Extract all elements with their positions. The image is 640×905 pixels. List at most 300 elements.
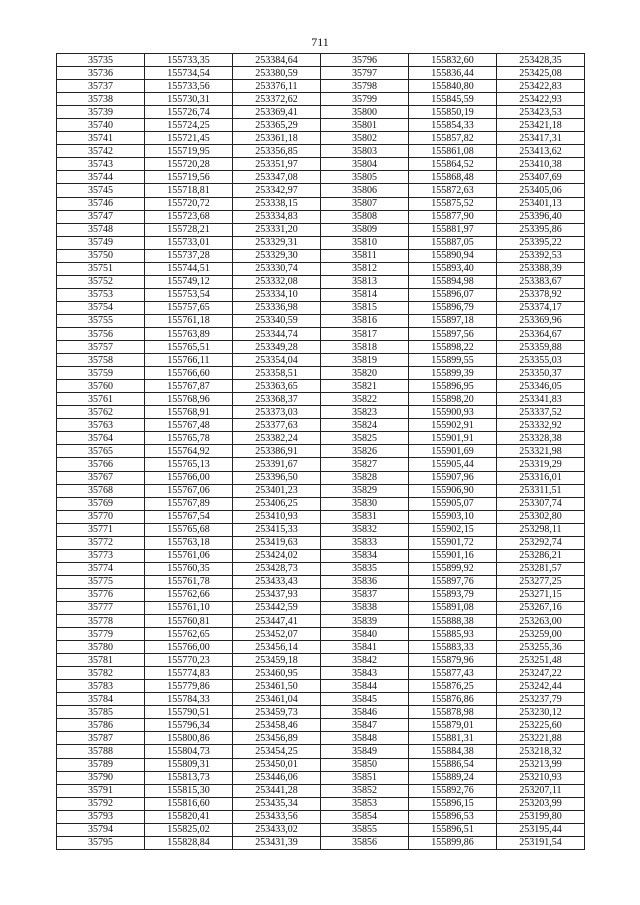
point-number-left-cell: 35737 — [57, 80, 145, 93]
x-coordinate-left-cell: 155767,54 — [145, 510, 233, 523]
table-row — [57, 354, 585, 367]
y-coordinate-left-cell: 253334,83 — [233, 210, 321, 223]
table-row — [57, 145, 585, 158]
point-number-left-cell: 35779 — [57, 628, 145, 641]
y-coordinate-right-cell: 253346,05 — [497, 380, 585, 393]
y-coordinate-left-cell: 253446,06 — [233, 771, 321, 784]
x-coordinate-right-cell: 155897,56 — [409, 327, 497, 340]
table-row — [57, 393, 585, 406]
y-coordinate-right-cell: 253332,92 — [497, 419, 585, 432]
x-coordinate-right-cell: 155893,40 — [409, 262, 497, 275]
point-number-left-cell: 35744 — [57, 171, 145, 184]
x-coordinate-right-cell: 155883,33 — [409, 641, 497, 654]
point-number-right-cell: 35799 — [321, 93, 409, 106]
y-coordinate-left-cell: 253382,24 — [233, 432, 321, 445]
x-coordinate-right-cell: 155879,96 — [409, 654, 497, 667]
point-number-left-cell: 35786 — [57, 719, 145, 732]
y-coordinate-right-cell: 253271,15 — [497, 588, 585, 601]
y-coordinate-right-cell: 253218,32 — [497, 745, 585, 758]
y-coordinate-right-cell: 253281,57 — [497, 562, 585, 575]
x-coordinate-left-cell: 155730,31 — [145, 93, 233, 106]
point-number-right-cell: 35822 — [321, 393, 409, 406]
x-coordinate-right-cell: 155881,31 — [409, 732, 497, 745]
point-number-left-cell: 35773 — [57, 549, 145, 562]
y-coordinate-right-cell: 253369,96 — [497, 314, 585, 327]
y-coordinate-right-cell: 253395,22 — [497, 236, 585, 249]
table-row — [57, 93, 585, 106]
point-number-left-cell: 35748 — [57, 223, 145, 236]
x-coordinate-right-cell: 155894,98 — [409, 275, 497, 288]
y-coordinate-right-cell: 253307,74 — [497, 497, 585, 510]
point-number-right-cell: 35853 — [321, 797, 409, 810]
x-coordinate-left-cell: 155765,78 — [145, 432, 233, 445]
point-number-right-cell: 35856 — [321, 836, 409, 849]
point-number-right-cell: 35828 — [321, 471, 409, 484]
x-coordinate-right-cell: 155885,93 — [409, 628, 497, 641]
x-coordinate-left-cell: 155766,00 — [145, 471, 233, 484]
point-number-right-cell: 35801 — [321, 119, 409, 132]
point-number-right-cell: 35854 — [321, 810, 409, 823]
point-number-right-cell: 35852 — [321, 784, 409, 797]
point-number-left-cell: 35764 — [57, 432, 145, 445]
point-number-right-cell: 35832 — [321, 523, 409, 536]
point-number-left-cell: 35794 — [57, 823, 145, 836]
table-row — [57, 132, 585, 145]
y-coordinate-left-cell: 253437,93 — [233, 588, 321, 601]
table-row — [57, 54, 585, 67]
point-number-left-cell: 35735 — [57, 54, 145, 67]
point-number-left-cell: 35787 — [57, 732, 145, 745]
table-row — [57, 562, 585, 575]
y-coordinate-left-cell: 253391,67 — [233, 458, 321, 471]
table-row — [57, 445, 585, 458]
x-coordinate-right-cell: 155836,44 — [409, 67, 497, 80]
table-row — [57, 641, 585, 654]
x-coordinate-left-cell: 155737,28 — [145, 249, 233, 262]
point-number-left-cell: 35772 — [57, 536, 145, 549]
x-coordinate-left-cell: 155726,74 — [145, 106, 233, 119]
y-coordinate-left-cell: 253368,37 — [233, 393, 321, 406]
point-number-right-cell: 35825 — [321, 432, 409, 445]
y-coordinate-left-cell: 253435,34 — [233, 797, 321, 810]
y-coordinate-left-cell: 253460,95 — [233, 667, 321, 680]
table-row — [57, 536, 585, 549]
y-coordinate-left-cell: 253459,73 — [233, 706, 321, 719]
y-coordinate-left-cell: 253450,01 — [233, 758, 321, 771]
x-coordinate-right-cell: 155886,54 — [409, 758, 497, 771]
point-number-right-cell: 35841 — [321, 641, 409, 654]
point-number-left-cell: 35763 — [57, 419, 145, 432]
point-number-left-cell: 35793 — [57, 810, 145, 823]
x-coordinate-right-cell: 155879,01 — [409, 719, 497, 732]
coordinates-table — [56, 53, 585, 850]
y-coordinate-right-cell: 253316,01 — [497, 471, 585, 484]
y-coordinate-right-cell: 253255,36 — [497, 641, 585, 654]
point-number-right-cell: 35849 — [321, 745, 409, 758]
y-coordinate-right-cell: 253221,88 — [497, 732, 585, 745]
y-coordinate-left-cell: 253456,14 — [233, 641, 321, 654]
y-coordinate-right-cell: 253251,48 — [497, 654, 585, 667]
y-coordinate-right-cell: 253259,00 — [497, 628, 585, 641]
x-coordinate-left-cell: 155763,18 — [145, 536, 233, 549]
y-coordinate-left-cell: 253424,02 — [233, 549, 321, 562]
point-number-left-cell: 35789 — [57, 758, 145, 771]
point-number-right-cell: 35840 — [321, 628, 409, 641]
table-row — [57, 327, 585, 340]
y-coordinate-right-cell: 253311,51 — [497, 484, 585, 497]
point-number-right-cell: 35821 — [321, 380, 409, 393]
point-number-right-cell: 35809 — [321, 223, 409, 236]
y-coordinate-right-cell: 253328,38 — [497, 432, 585, 445]
table-row — [57, 601, 585, 614]
x-coordinate-right-cell: 155899,55 — [409, 354, 497, 367]
point-number-right-cell: 35823 — [321, 406, 409, 419]
y-coordinate-right-cell: 253395,86 — [497, 223, 585, 236]
table-row — [57, 497, 585, 510]
table-row — [57, 588, 585, 601]
point-number-right-cell: 35831 — [321, 510, 409, 523]
y-coordinate-left-cell: 253356,85 — [233, 145, 321, 158]
point-number-left-cell: 35788 — [57, 745, 145, 758]
x-coordinate-left-cell: 155784,33 — [145, 693, 233, 706]
table-row — [57, 575, 585, 588]
table-row — [57, 419, 585, 432]
x-coordinate-left-cell: 155760,81 — [145, 615, 233, 628]
y-coordinate-left-cell: 253331,20 — [233, 223, 321, 236]
x-coordinate-left-cell: 155820,41 — [145, 810, 233, 823]
point-number-left-cell: 35756 — [57, 327, 145, 340]
x-coordinate-right-cell: 155898,22 — [409, 341, 497, 354]
y-coordinate-left-cell: 253365,29 — [233, 119, 321, 132]
x-coordinate-left-cell: 155800,86 — [145, 732, 233, 745]
coordinates-table-body — [57, 54, 585, 850]
point-number-left-cell: 35749 — [57, 236, 145, 249]
y-coordinate-left-cell: 253332,08 — [233, 275, 321, 288]
table-row — [57, 236, 585, 249]
point-number-right-cell: 35836 — [321, 575, 409, 588]
y-coordinate-left-cell: 253452,07 — [233, 628, 321, 641]
point-number-right-cell: 35807 — [321, 197, 409, 210]
table-row — [57, 549, 585, 562]
y-coordinate-right-cell: 253298,11 — [497, 523, 585, 536]
y-coordinate-right-cell: 253302,80 — [497, 510, 585, 523]
y-coordinate-right-cell: 253378,92 — [497, 288, 585, 301]
point-number-left-cell: 35775 — [57, 575, 145, 588]
point-number-left-cell: 35769 — [57, 497, 145, 510]
point-number-left-cell: 35758 — [57, 354, 145, 367]
x-coordinate-right-cell: 155876,86 — [409, 693, 497, 706]
x-coordinate-right-cell: 155889,24 — [409, 771, 497, 784]
x-coordinate-left-cell: 155765,51 — [145, 341, 233, 354]
x-coordinate-left-cell: 155753,54 — [145, 288, 233, 301]
x-coordinate-right-cell: 155896,79 — [409, 301, 497, 314]
x-coordinate-right-cell: 155864,52 — [409, 158, 497, 171]
table-row — [57, 823, 585, 836]
y-coordinate-right-cell: 253413,62 — [497, 145, 585, 158]
point-number-left-cell: 35791 — [57, 784, 145, 797]
y-coordinate-right-cell: 253422,83 — [497, 80, 585, 93]
point-number-right-cell: 35805 — [321, 171, 409, 184]
x-coordinate-right-cell: 155857,82 — [409, 132, 497, 145]
table-row — [57, 367, 585, 380]
x-coordinate-left-cell: 155744,51 — [145, 262, 233, 275]
table-row — [57, 67, 585, 80]
x-coordinate-left-cell: 155815,30 — [145, 784, 233, 797]
table-row — [57, 223, 585, 236]
y-coordinate-left-cell: 253386,91 — [233, 445, 321, 458]
point-number-left-cell: 35792 — [57, 797, 145, 810]
y-coordinate-right-cell: 253191,54 — [497, 836, 585, 849]
y-coordinate-left-cell: 253373,03 — [233, 406, 321, 419]
x-coordinate-left-cell: 155762,66 — [145, 588, 233, 601]
table-row — [57, 432, 585, 445]
x-coordinate-left-cell: 155813,73 — [145, 771, 233, 784]
point-number-right-cell: 35824 — [321, 419, 409, 432]
x-coordinate-right-cell: 155901,91 — [409, 432, 497, 445]
y-coordinate-left-cell: 253454,25 — [233, 745, 321, 758]
y-coordinate-right-cell: 253286,21 — [497, 549, 585, 562]
point-number-right-cell: 35796 — [321, 54, 409, 67]
y-coordinate-left-cell: 253442,59 — [233, 601, 321, 614]
point-number-left-cell: 35783 — [57, 680, 145, 693]
x-coordinate-right-cell: 155901,72 — [409, 536, 497, 549]
point-number-left-cell: 35738 — [57, 93, 145, 106]
x-coordinate-left-cell: 155720,72 — [145, 197, 233, 210]
x-coordinate-left-cell: 155828,84 — [145, 836, 233, 849]
x-coordinate-left-cell: 155720,28 — [145, 158, 233, 171]
y-coordinate-left-cell: 253342,97 — [233, 184, 321, 197]
x-coordinate-left-cell: 155733,56 — [145, 80, 233, 93]
point-number-right-cell: 35837 — [321, 588, 409, 601]
point-number-right-cell: 35846 — [321, 706, 409, 719]
y-coordinate-left-cell: 253428,73 — [233, 562, 321, 575]
y-coordinate-right-cell: 253247,22 — [497, 667, 585, 680]
table-row — [57, 471, 585, 484]
point-number-left-cell: 35761 — [57, 393, 145, 406]
page-number: 711 — [311, 35, 329, 49]
point-number-right-cell: 35850 — [321, 758, 409, 771]
y-coordinate-left-cell: 253372,62 — [233, 93, 321, 106]
x-coordinate-right-cell: 155884,38 — [409, 745, 497, 758]
table-row — [57, 197, 585, 210]
x-coordinate-left-cell: 155765,68 — [145, 523, 233, 536]
y-coordinate-left-cell: 253376,11 — [233, 80, 321, 93]
point-number-right-cell: 35844 — [321, 680, 409, 693]
x-coordinate-right-cell: 155887,05 — [409, 236, 497, 249]
y-coordinate-right-cell: 253195,44 — [497, 823, 585, 836]
point-number-left-cell: 35759 — [57, 367, 145, 380]
table-row — [57, 210, 585, 223]
y-coordinate-right-cell: 253364,67 — [497, 327, 585, 340]
point-number-right-cell: 35855 — [321, 823, 409, 836]
x-coordinate-right-cell: 155901,16 — [409, 549, 497, 562]
point-number-right-cell: 35843 — [321, 667, 409, 680]
x-coordinate-right-cell: 155861,08 — [409, 145, 497, 158]
x-coordinate-right-cell: 155832,60 — [409, 54, 497, 67]
point-number-right-cell: 35834 — [321, 549, 409, 562]
point-number-right-cell: 35851 — [321, 771, 409, 784]
point-number-right-cell: 35818 — [321, 341, 409, 354]
x-coordinate-left-cell: 155728,21 — [145, 223, 233, 236]
y-coordinate-right-cell: 253341,83 — [497, 393, 585, 406]
y-coordinate-left-cell: 253461,50 — [233, 680, 321, 693]
table-row — [57, 706, 585, 719]
x-coordinate-left-cell: 155757,65 — [145, 301, 233, 314]
point-number-right-cell: 35848 — [321, 732, 409, 745]
table-row — [57, 406, 585, 419]
x-coordinate-right-cell: 155902,15 — [409, 523, 497, 536]
y-coordinate-left-cell: 253384,64 — [233, 54, 321, 67]
point-number-right-cell: 35804 — [321, 158, 409, 171]
x-coordinate-right-cell: 155896,51 — [409, 823, 497, 836]
y-coordinate-right-cell: 253337,52 — [497, 406, 585, 419]
x-coordinate-left-cell: 155825,02 — [145, 823, 233, 836]
x-coordinate-right-cell: 155907,96 — [409, 471, 497, 484]
x-coordinate-left-cell: 155734,54 — [145, 67, 233, 80]
y-coordinate-left-cell: 253334,10 — [233, 288, 321, 301]
x-coordinate-right-cell: 155898,20 — [409, 393, 497, 406]
table-row — [57, 275, 585, 288]
x-coordinate-right-cell: 155877,90 — [409, 210, 497, 223]
table-row — [57, 301, 585, 314]
y-coordinate-left-cell: 253347,08 — [233, 171, 321, 184]
table-row — [57, 341, 585, 354]
y-coordinate-right-cell: 253267,16 — [497, 601, 585, 614]
y-coordinate-left-cell: 253410,93 — [233, 510, 321, 523]
x-coordinate-right-cell: 155896,07 — [409, 288, 497, 301]
table-row — [57, 667, 585, 680]
point-number-left-cell: 35753 — [57, 288, 145, 301]
x-coordinate-right-cell: 155903,10 — [409, 510, 497, 523]
y-coordinate-left-cell: 253338,15 — [233, 197, 321, 210]
point-number-left-cell: 35745 — [57, 184, 145, 197]
point-number-left-cell: 35768 — [57, 484, 145, 497]
y-coordinate-right-cell: 253237,79 — [497, 693, 585, 706]
x-coordinate-right-cell: 155899,86 — [409, 836, 497, 849]
x-coordinate-right-cell: 155878,98 — [409, 706, 497, 719]
x-coordinate-left-cell: 155733,35 — [145, 54, 233, 67]
x-coordinate-right-cell: 155890,94 — [409, 249, 497, 262]
x-coordinate-right-cell: 155891,08 — [409, 601, 497, 614]
x-coordinate-right-cell: 155896,15 — [409, 797, 497, 810]
table-row — [57, 758, 585, 771]
x-coordinate-left-cell: 155761,78 — [145, 575, 233, 588]
point-number-right-cell: 35829 — [321, 484, 409, 497]
y-coordinate-left-cell: 253358,51 — [233, 367, 321, 380]
point-number-right-cell: 35814 — [321, 288, 409, 301]
y-coordinate-right-cell: 253422,93 — [497, 93, 585, 106]
point-number-left-cell: 35795 — [57, 836, 145, 849]
point-number-left-cell: 35760 — [57, 380, 145, 393]
y-coordinate-left-cell: 253458,46 — [233, 719, 321, 732]
point-number-right-cell: 35798 — [321, 80, 409, 93]
x-coordinate-right-cell: 155896,95 — [409, 380, 497, 393]
x-coordinate-left-cell: 155770,23 — [145, 654, 233, 667]
x-coordinate-left-cell: 155721,45 — [145, 132, 233, 145]
point-number-right-cell: 35800 — [321, 106, 409, 119]
point-number-left-cell: 35741 — [57, 132, 145, 145]
x-coordinate-left-cell: 155804,73 — [145, 745, 233, 758]
x-coordinate-right-cell: 155893,79 — [409, 588, 497, 601]
point-number-right-cell: 35826 — [321, 445, 409, 458]
table-row — [57, 719, 585, 732]
x-coordinate-left-cell: 155768,91 — [145, 406, 233, 419]
x-coordinate-left-cell: 155764,92 — [145, 445, 233, 458]
y-coordinate-right-cell: 253417,31 — [497, 132, 585, 145]
x-coordinate-left-cell: 155762,65 — [145, 628, 233, 641]
point-number-left-cell: 35774 — [57, 562, 145, 575]
point-number-left-cell: 35746 — [57, 197, 145, 210]
y-coordinate-left-cell: 253401,23 — [233, 484, 321, 497]
point-number-left-cell: 35776 — [57, 588, 145, 601]
y-coordinate-right-cell: 253242,44 — [497, 680, 585, 693]
point-number-left-cell: 35767 — [57, 471, 145, 484]
x-coordinate-right-cell: 155897,18 — [409, 314, 497, 327]
y-coordinate-left-cell: 253349,28 — [233, 341, 321, 354]
point-number-right-cell: 35819 — [321, 354, 409, 367]
y-coordinate-left-cell: 253354,04 — [233, 354, 321, 367]
y-coordinate-right-cell: 253410,38 — [497, 158, 585, 171]
point-number-right-cell: 35806 — [321, 184, 409, 197]
x-coordinate-left-cell: 155768,96 — [145, 393, 233, 406]
table-row — [57, 119, 585, 132]
x-coordinate-left-cell: 155766,00 — [145, 641, 233, 654]
x-coordinate-left-cell: 155749,12 — [145, 275, 233, 288]
x-coordinate-left-cell: 155774,83 — [145, 667, 233, 680]
y-coordinate-right-cell: 253350,37 — [497, 367, 585, 380]
x-coordinate-right-cell: 155868,48 — [409, 171, 497, 184]
y-coordinate-right-cell: 253425,08 — [497, 67, 585, 80]
point-number-right-cell: 35830 — [321, 497, 409, 510]
point-number-left-cell: 35765 — [57, 445, 145, 458]
point-number-left-cell: 35781 — [57, 654, 145, 667]
point-number-right-cell: 35810 — [321, 236, 409, 249]
x-coordinate-right-cell: 155850,19 — [409, 106, 497, 119]
y-coordinate-right-cell: 253210,93 — [497, 771, 585, 784]
x-coordinate-left-cell: 155767,06 — [145, 484, 233, 497]
x-coordinate-left-cell: 155766,11 — [145, 354, 233, 367]
point-number-left-cell: 35739 — [57, 106, 145, 119]
point-number-right-cell: 35812 — [321, 262, 409, 275]
point-number-left-cell: 35790 — [57, 771, 145, 784]
table-row — [57, 784, 585, 797]
point-number-left-cell: 35747 — [57, 210, 145, 223]
y-coordinate-left-cell: 253406,25 — [233, 497, 321, 510]
y-coordinate-left-cell: 253415,33 — [233, 523, 321, 536]
table-row — [57, 158, 585, 171]
y-coordinate-right-cell: 253207,11 — [497, 784, 585, 797]
x-coordinate-left-cell: 155766,60 — [145, 367, 233, 380]
y-coordinate-right-cell: 253359,88 — [497, 341, 585, 354]
y-coordinate-left-cell: 253344,74 — [233, 327, 321, 340]
y-coordinate-left-cell: 253329,31 — [233, 236, 321, 249]
x-coordinate-right-cell: 155845,59 — [409, 93, 497, 106]
x-coordinate-right-cell: 155902,91 — [409, 419, 497, 432]
point-number-left-cell: 35757 — [57, 341, 145, 354]
y-coordinate-right-cell: 253263,00 — [497, 615, 585, 628]
point-number-left-cell: 35782 — [57, 667, 145, 680]
y-coordinate-right-cell: 253230,12 — [497, 706, 585, 719]
y-coordinate-right-cell: 253374,17 — [497, 301, 585, 314]
y-coordinate-right-cell: 253405,06 — [497, 184, 585, 197]
table-row — [57, 836, 585, 849]
point-number-left-cell: 35780 — [57, 641, 145, 654]
point-number-left-cell: 35752 — [57, 275, 145, 288]
y-coordinate-right-cell: 253392,53 — [497, 249, 585, 262]
x-coordinate-left-cell: 155790,51 — [145, 706, 233, 719]
point-number-left-cell: 35785 — [57, 706, 145, 719]
table-row — [57, 732, 585, 745]
